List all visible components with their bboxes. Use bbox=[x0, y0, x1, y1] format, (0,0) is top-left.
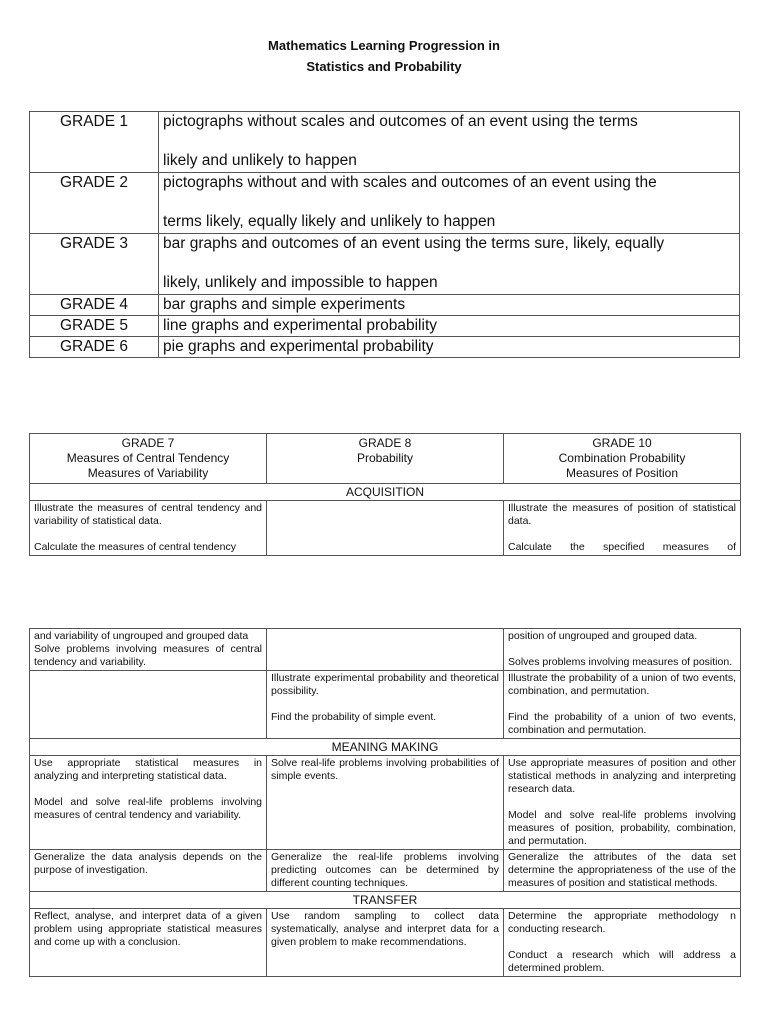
grade-description-line: bar graphs and outcomes of an event using the terms sure, likely, equally bbox=[163, 235, 665, 252]
grade-10-cell bbox=[504, 501, 741, 556]
grade-row bbox=[30, 234, 740, 295]
grade-progression-table bbox=[29, 111, 740, 358]
grade-7-cell bbox=[30, 671, 267, 739]
cell-text: Illustrate the measures of position of statistical data. bbox=[508, 502, 736, 527]
column-topic: Combination Probability bbox=[558, 451, 686, 465]
column-grade: GRADE 10 bbox=[592, 436, 652, 450]
cell-text: Generalize the real-life problems involving predicting outcomes can be determined by different counting techniques. bbox=[271, 851, 499, 889]
section-row-meaning-making bbox=[30, 739, 741, 756]
grade-8-cell bbox=[267, 629, 504, 671]
table-row bbox=[30, 909, 741, 977]
column-topic: Probability bbox=[356, 451, 414, 465]
grade-label: GRADE 6 bbox=[30, 337, 159, 358]
cell-text: Generalize the attributes of the data set determine the appropriateness of the use of the measures of position and statistical methods. bbox=[508, 851, 736, 889]
section-row-acquisition bbox=[30, 484, 741, 501]
grade-description: bar graphs and simple experiments bbox=[159, 295, 740, 316]
grade-description-line: likely, unlikely and impossible to happen bbox=[163, 274, 438, 291]
grade-label: GRADE 4 bbox=[30, 295, 159, 316]
cell-text: Illustrate the measures of central tendency and variability of statistical data. bbox=[34, 502, 262, 527]
grade-10-cell bbox=[504, 756, 741, 850]
column-header-row bbox=[30, 434, 741, 484]
column-topic: Measures of Central Tendency bbox=[66, 451, 230, 465]
cell-text: Solve real-life problems involving probabilities of simple events. bbox=[271, 757, 499, 782]
cell-text: Model and solve real-life problems involving measures of central tendency and variability. bbox=[34, 796, 262, 821]
grade-10-cell bbox=[504, 850, 741, 892]
grade-label: GRADE 2 bbox=[30, 173, 159, 234]
table-row bbox=[30, 850, 741, 892]
cell-text: Solves problems involving measures of position. bbox=[508, 656, 733, 668]
grade-10-cell bbox=[504, 909, 741, 977]
grade-row bbox=[30, 316, 740, 337]
grade-description-line: pictographs without and with scales and outcomes of an event using the bbox=[163, 174, 657, 191]
grade-10-cell bbox=[504, 671, 741, 739]
grade-7-cell bbox=[30, 756, 267, 850]
cell-text: and variability of ungrouped and grouped data bbox=[34, 630, 249, 642]
cell-text: Use random sampling to collect data systematically, analyse and interpret data for a given problem to make recommendations. bbox=[271, 910, 499, 948]
grade-7-cell bbox=[30, 501, 267, 556]
table-row bbox=[30, 629, 741, 671]
grade-label: GRADE 1 bbox=[30, 112, 159, 173]
cell-text: Use appropriate measures of position and other statistical methods in analyzing and interpreting research data. bbox=[508, 757, 736, 795]
grade-7-cell bbox=[30, 629, 267, 671]
grade-description bbox=[159, 112, 740, 173]
column-topic: Measures of Variability bbox=[87, 466, 209, 480]
grade-label: GRADE 5 bbox=[30, 316, 159, 337]
cell-text: Calculate the measures of central tendency bbox=[34, 541, 236, 553]
cell-text: Find the probability of a union of two events, combination and permutation. bbox=[508, 711, 736, 736]
cell-text: Find the probability of simple event. bbox=[271, 711, 437, 723]
grade-8-cell bbox=[267, 756, 504, 850]
grade-7-cell bbox=[30, 850, 267, 892]
title-line-2: Statistics and Probability bbox=[306, 59, 462, 74]
competency-table-part-2 bbox=[29, 628, 741, 977]
table-row bbox=[30, 501, 741, 556]
grade-description bbox=[159, 173, 740, 234]
grade-8-cell bbox=[267, 850, 504, 892]
table-row bbox=[30, 756, 741, 850]
section-label: ACQUISITION bbox=[30, 484, 741, 501]
grade-description-line: likely and unlikely to happen bbox=[163, 152, 357, 169]
title-line-1: Mathematics Learning Progression in bbox=[268, 38, 500, 53]
cell-text: Determine the appropriate methodology n conducting research. bbox=[508, 910, 736, 935]
column-header-grade-10 bbox=[504, 434, 741, 484]
grade-row bbox=[30, 173, 740, 234]
grade-label: GRADE 3 bbox=[30, 234, 159, 295]
cell-text: position of ungrouped and grouped data. bbox=[508, 630, 698, 642]
document-title bbox=[0, 35, 768, 77]
grade-row bbox=[30, 295, 740, 316]
grade-8-cell bbox=[267, 671, 504, 739]
grade-8-cell bbox=[267, 909, 504, 977]
cell-text: Calculate the specified measures of bbox=[508, 541, 736, 553]
grade-10-cell bbox=[504, 629, 741, 671]
grade-7-cell bbox=[30, 909, 267, 977]
section-row-transfer bbox=[30, 892, 741, 909]
grade-description: line graphs and experimental probability bbox=[159, 316, 740, 337]
column-grade: GRADE 8 bbox=[358, 436, 412, 450]
cell-text: Model and solve real-life problems involving measures of position, probability, combination, and permutation. bbox=[508, 809, 736, 847]
cell-text: Generalize the data analysis depends on the purpose of investigation. bbox=[34, 851, 262, 876]
cell-text: Conduct a research which will address a determined problem. bbox=[508, 949, 736, 974]
grade-description-line: terms likely, equally likely and unlikely to happen bbox=[163, 213, 496, 230]
cell-text: Solve problems involving measures of central tendency and variability. bbox=[34, 643, 262, 668]
column-grade: GRADE 7 bbox=[121, 436, 175, 450]
cell-text: Use appropriate statistical measures in analyzing and interpreting statistical data. bbox=[34, 757, 262, 782]
column-header-grade-8 bbox=[267, 434, 504, 484]
grade-row bbox=[30, 337, 740, 358]
column-header-grade-7 bbox=[30, 434, 267, 484]
section-label: TRANSFER bbox=[30, 892, 741, 909]
grade-description: pie graphs and experimental probability bbox=[159, 337, 740, 358]
grade-description-line: pictographs without scales and outcomes of an event using the terms bbox=[163, 113, 638, 130]
cell-text: Illustrate the probability of a union of two events, combination, and permutation. bbox=[508, 672, 736, 697]
grade-row bbox=[30, 112, 740, 173]
grade-description bbox=[159, 234, 740, 295]
grade-8-cell bbox=[267, 501, 504, 556]
column-topic: Measures of Position bbox=[565, 466, 679, 480]
table-row bbox=[30, 671, 741, 739]
cell-text: Illustrate experimental probability and theoretical possibility. bbox=[271, 672, 499, 697]
section-label: MEANING MAKING bbox=[30, 739, 741, 756]
cell-text: Reflect, analyse, and interpret data of a given problem using appropriate statistical measures and come up with a conclusion. bbox=[34, 910, 262, 948]
competency-table-part-1 bbox=[29, 433, 741, 556]
